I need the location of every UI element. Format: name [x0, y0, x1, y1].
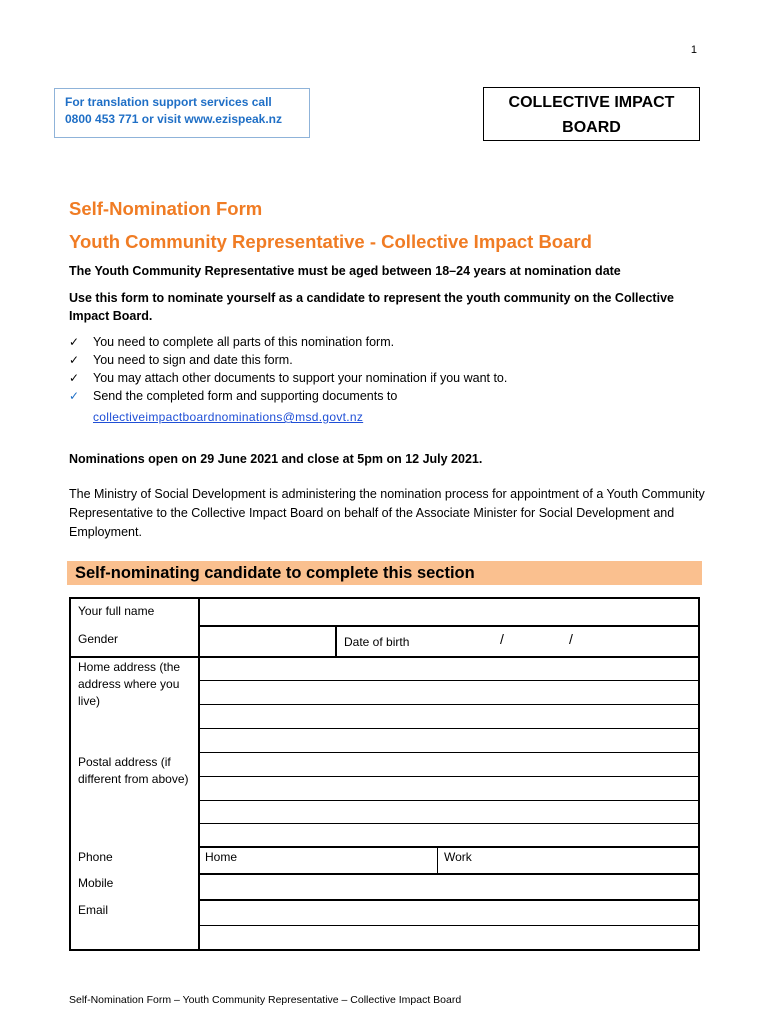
- board-box-line-2: BOARD: [562, 119, 621, 136]
- checkmark-icon: ✓: [69, 371, 80, 385]
- home-address-input[interactable]: [201, 659, 697, 751]
- nominations-dates: Nominations open on 29 June 2021 and close at 5pm on 12 July 2021.: [69, 452, 483, 466]
- label-column-divider: [198, 599, 200, 949]
- form-title: Self-Nomination Form: [69, 198, 263, 219]
- home-work-divider: [437, 848, 438, 874]
- home-phone-label: Home: [205, 850, 238, 864]
- postal-address-label: Postal address (if different from above): [78, 755, 189, 786]
- dob-input[interactable]: [416, 629, 696, 655]
- email-label: Email: [78, 903, 109, 917]
- postal-address-input[interactable]: [201, 755, 697, 845]
- section-title: Self-nominating candidate to complete this section: [75, 564, 475, 582]
- checkmark-icon: ✓: [69, 389, 80, 403]
- mobile-label: Mobile: [78, 876, 114, 890]
- full-name-input[interactable]: [201, 601, 697, 625]
- page-number: 1: [690, 44, 697, 56]
- translation-line-1: For translation support services call: [65, 95, 272, 109]
- full-name-underline: [198, 625, 698, 627]
- dob-label: Date of birth: [344, 635, 410, 649]
- intro-text: Use this form to nominate yourself as a candidate to represent the youth community on the Collective Impact Board.: [69, 291, 674, 323]
- home-address-label: Home address (the address where you live): [78, 660, 181, 708]
- home-phone-input[interactable]: [201, 848, 436, 873]
- age-requirement: The Youth Community Representative must be aged between 18–24 years at nomination date: [69, 264, 621, 278]
- checklist-email-row: [69, 408, 709, 426]
- translation-support-box: [54, 88, 310, 138]
- mobile-input[interactable]: [201, 875, 697, 899]
- nomination-email-link[interactable]: collectiveimpactboardnominations@msd.govt.nz: [93, 410, 364, 424]
- form-subtitle: Youth Community Representative - Collective Impact Board: [69, 231, 592, 252]
- phone-label: Phone: [78, 850, 113, 864]
- row-divider: [71, 656, 698, 658]
- full-name-label: Your full name: [78, 604, 155, 618]
- checkmark-icon: ✓: [69, 335, 80, 349]
- checklist-item: ✓ You need to sign and date this form.: [69, 353, 293, 367]
- gender-label: Gender: [78, 632, 119, 646]
- work-phone-input[interactable]: [439, 848, 697, 873]
- dob-separator-2: /: [569, 631, 573, 647]
- translation-line-2: 0800 453 771 or visit www.ezispeak.nz: [65, 112, 283, 126]
- candidate-form: [69, 597, 700, 951]
- board-box-line-1: COLLECTIVE IMPACT: [508, 94, 675, 111]
- work-phone-label: Work: [444, 850, 472, 864]
- checklist-item: ✓ You may attach other documents to support your nomination if you want to.: [69, 371, 508, 385]
- checklist: [69, 333, 709, 426]
- checkmark-icon: ✓: [69, 353, 80, 367]
- checklist-item: ✓ You need to complete all parts of this nomination form.: [69, 335, 395, 349]
- page-footer: Self-Nomination Form – Youth Community Representative – Collective Impact Board: [69, 994, 462, 1006]
- collective-impact-board-box: [483, 87, 700, 141]
- gender-dob-divider: [335, 627, 337, 657]
- home-address-line: [200, 752, 698, 753]
- ministry-paragraph: The Ministry of Social Development is administering the nomination process for appointment of a Youth Community Representative to the Collective Impact Board on behalf of the Associate Minister for Social Development and Employment.: [69, 487, 705, 539]
- dob-separator-1: /: [500, 631, 504, 647]
- email-input[interactable]: [201, 901, 697, 947]
- gender-input[interactable]: [201, 629, 335, 655]
- checklist-item: ✓ Send the completed form and supporting documents to: [69, 389, 398, 403]
